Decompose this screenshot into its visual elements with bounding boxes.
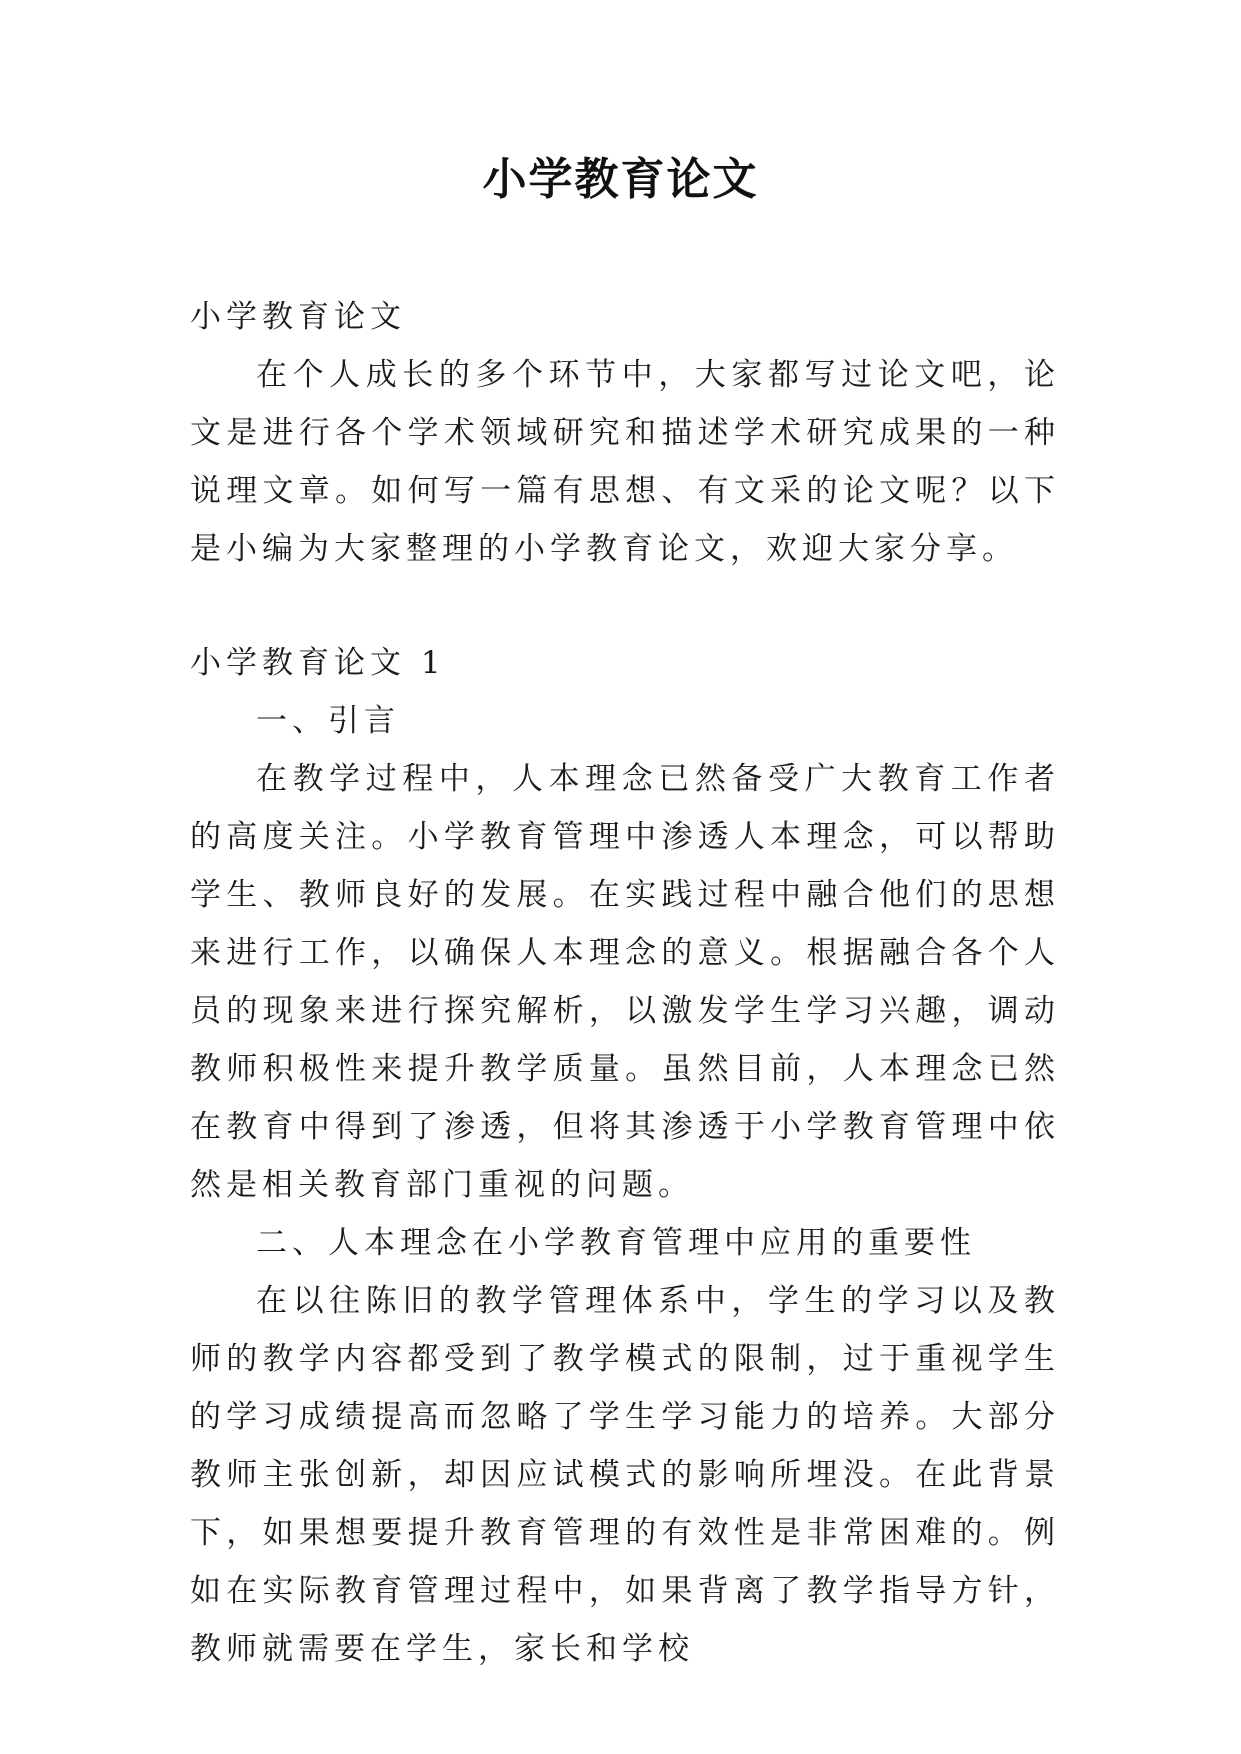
document-body [190, 288, 1060, 1678]
intro-heading: 小学教育论文 [190, 299, 406, 335]
subsection-heading-importance: 二、人本理念在小学教育管理中应用的重要性 [256, 1225, 976, 1261]
intro-paragraph: 在个人成长的多个环节中，大家都写过论文吧，论文是进行各个学术领域研究和描述学术研究成果的一种说理文章。如何写一篇有思想、有文采的论文呢？以下是小编为大家整理的小学教育论文，欢迎大家分享。 [190, 357, 1060, 567]
body-paragraph: 在教学过程中，人本理念已然备受广大教育工作者的高度关注。小学教育管理中渗透人本理念，可以帮助学生、教师良好的发展。在实践过程中融合他们的思想来进行工作，以确保人本理念的意义。根据融合各个人员的现象来进行探究解析，以激发学生学习兴趣，调动教师积极性来提升教学质量。虽然目前，人本理念已然在教育中得到了渗透，但将其渗透于小学教育管理中依然是相关教育部门重视的问题。 [190, 761, 1060, 1203]
section-heading: 小学教育论文 1 [190, 645, 446, 681]
subsection-heading-intro: 一、引言 [256, 703, 400, 739]
document-title: 小学教育论文 [482, 154, 759, 205]
body-paragraph: 在以往陈旧的教学管理体系中，学生的学习以及教师的教学内容都受到了教学模式的限制，过于重视学生的学习成绩提高而忽略了学生学习能力的培养。大部分教师主张创新，却因应试模式的影响所埋没。在此背景下，如果想要提升教育管理的有效性是非常困难的。例如在实际教育管理过程中，如果背离了教学指导方针，教师就需要在学生，家长和学校 [190, 1283, 1060, 1667]
